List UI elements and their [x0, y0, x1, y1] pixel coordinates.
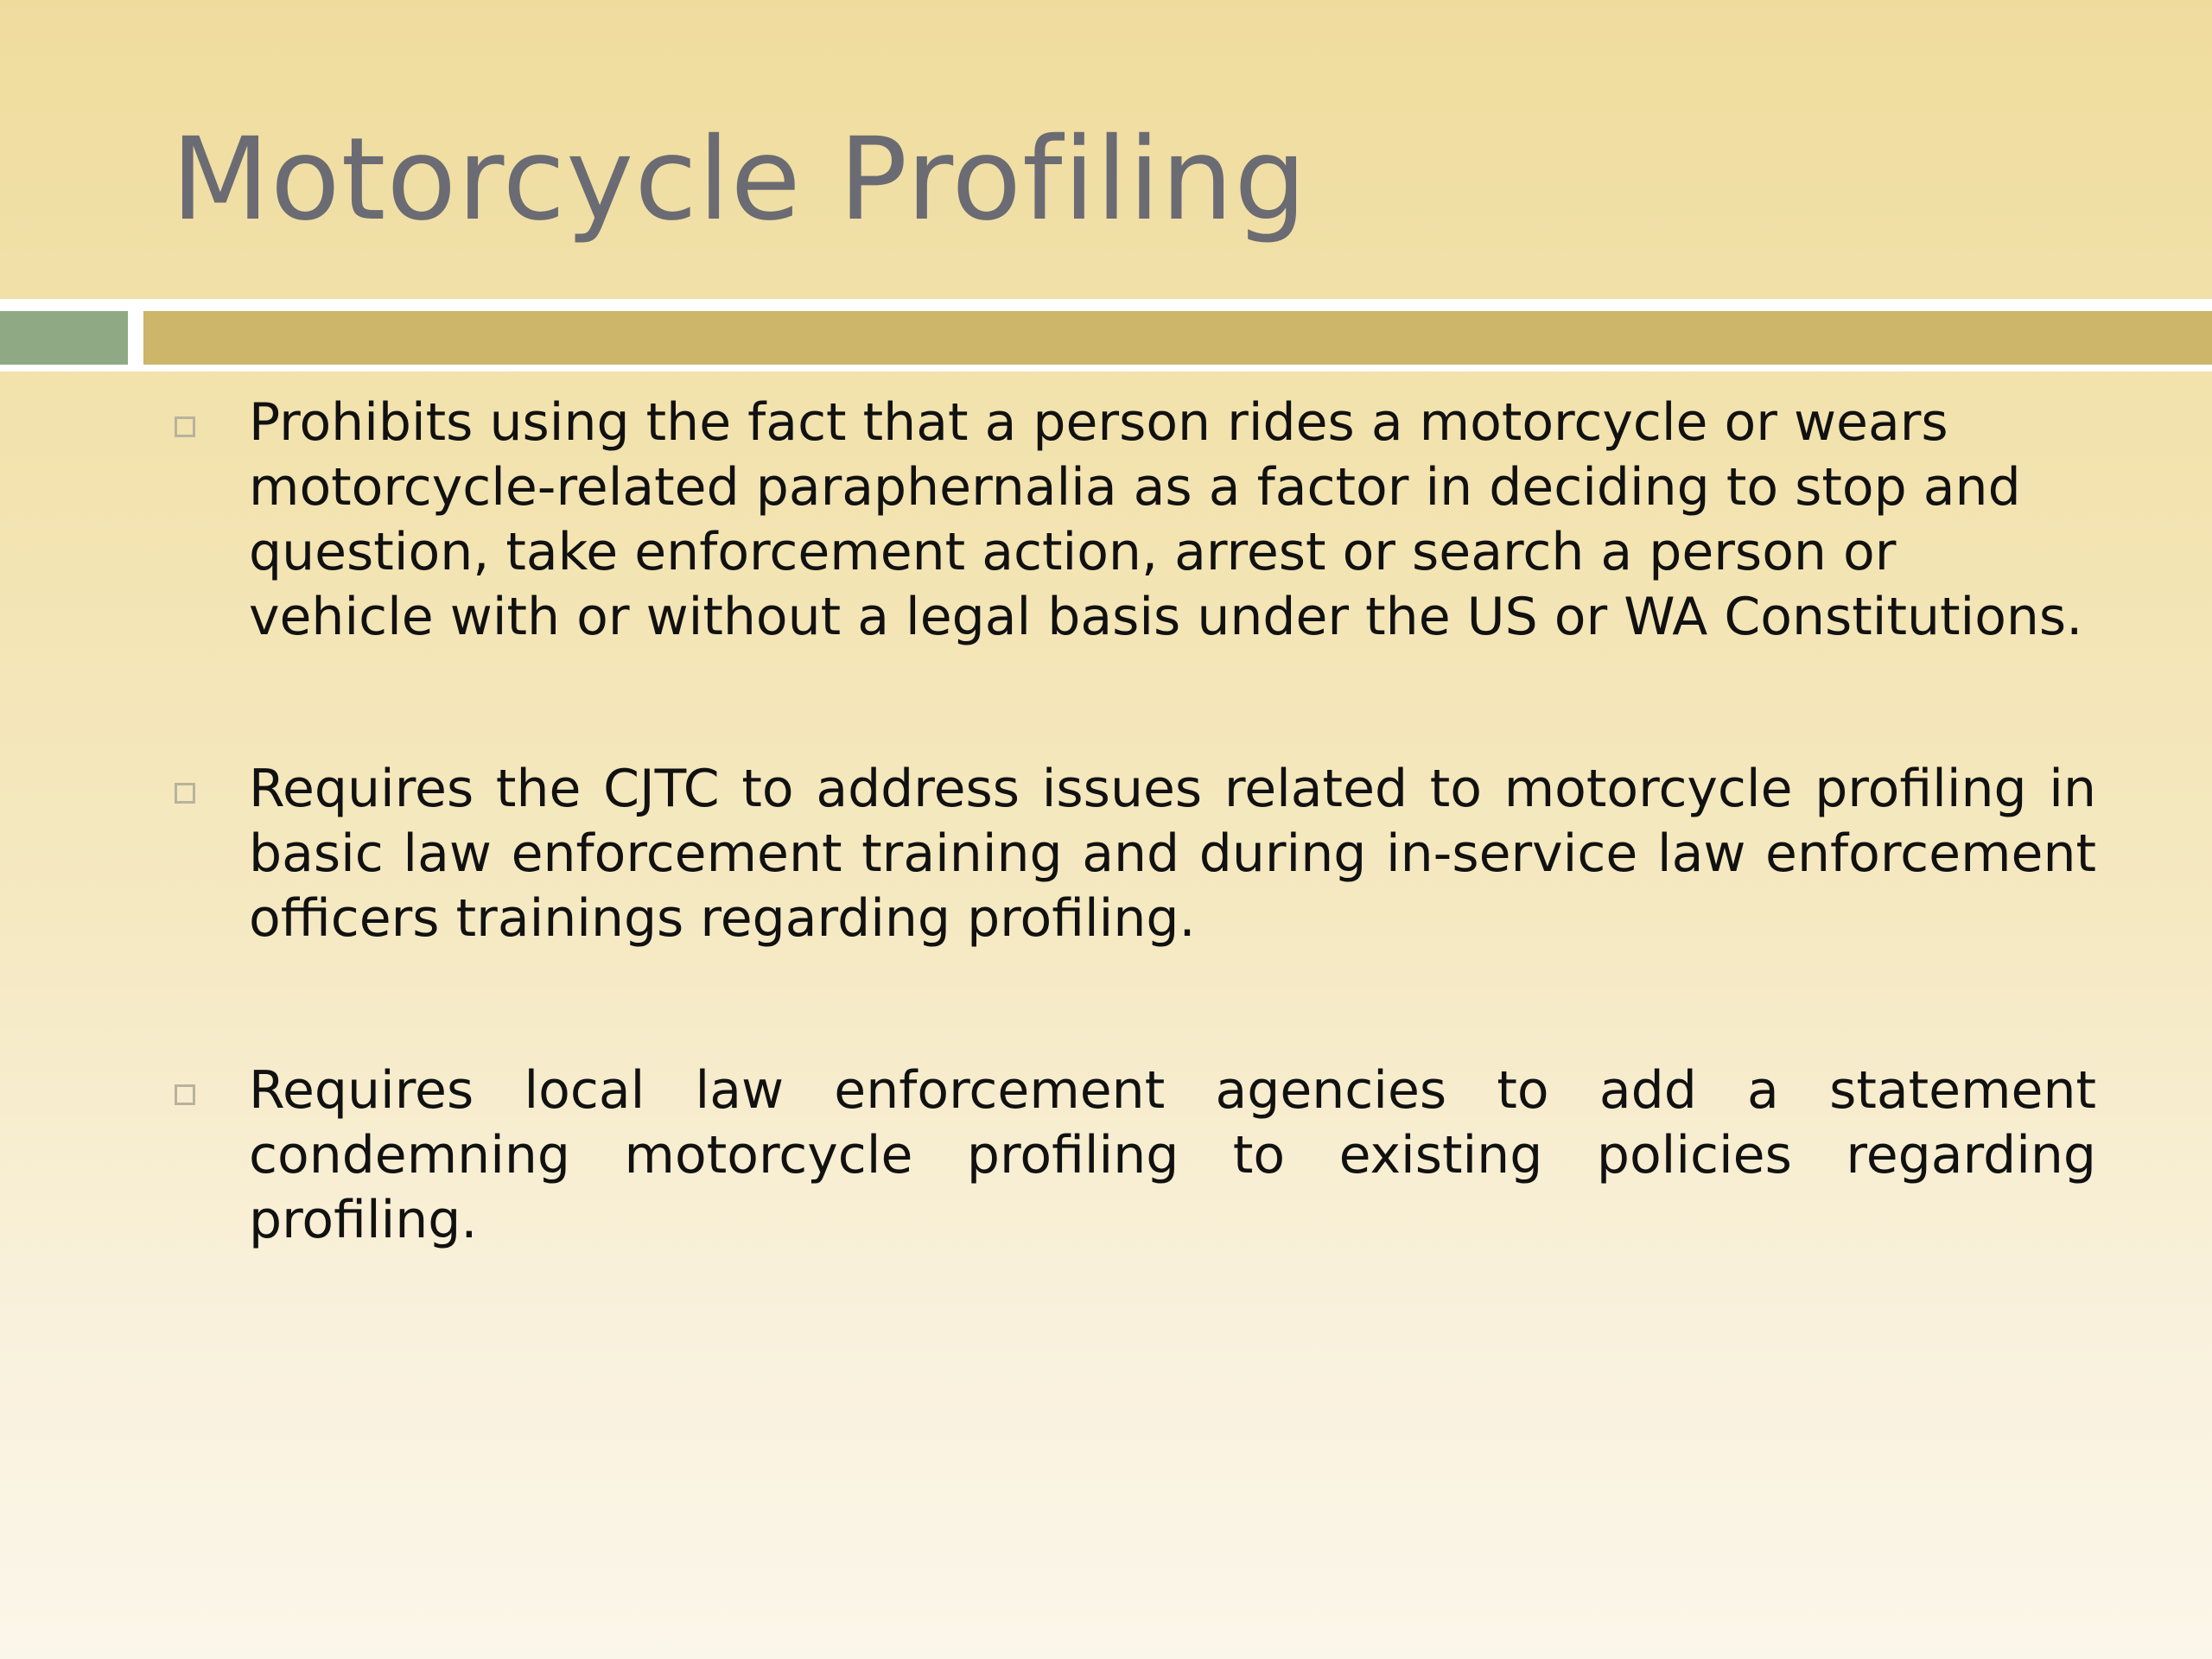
hollow-square-bullet-icon: [175, 783, 195, 804]
bullet-item-1: [169, 391, 2096, 650]
hollow-square-bullet-icon: [175, 416, 195, 437]
slide-title: Motorcycle Profiling: [171, 113, 1307, 246]
bullet-item-2: [169, 757, 2096, 951]
bullet-list: [169, 391, 2096, 1253]
title-divider-bar-gold: [143, 311, 2212, 365]
bullet-item-3: [169, 1058, 2096, 1253]
bullet-text-2: Requires the CJTC to address issues related to motorcycle profiling in basic law enforcement training and during in-service law enforcement officers trainings regarding profiling.: [249, 759, 2096, 949]
bullet-text-1: Prohibits using the fact that a person rides a motorcycle or wears motorcycle-related paraphernalia as a factor in deciding to stop and question, take enforcement action, arrest or search a person or vehicle with or without a legal basis under the US or WA Constitutions.: [249, 392, 2083, 647]
title-divider-accent-green: [0, 311, 128, 365]
bullet-text-3: Requires local law enforcement agencies to add a statement condemning motorcycle profiling to existing policies regarding profiling.: [249, 1060, 2096, 1250]
hollow-square-bullet-icon: [175, 1084, 195, 1105]
